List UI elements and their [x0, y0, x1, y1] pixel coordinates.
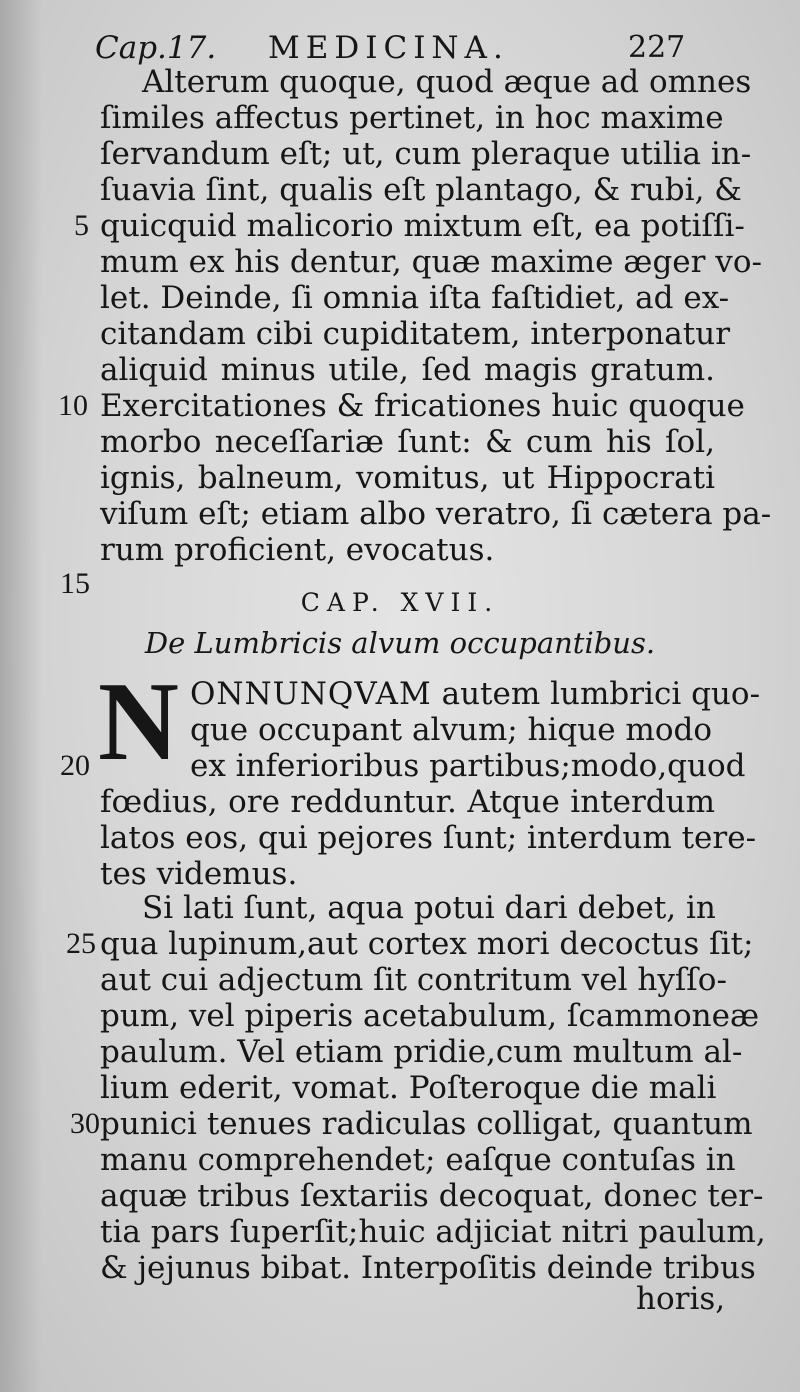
text-line — [190, 676, 761, 712]
line-number: 10 — [58, 389, 88, 422]
text-line: lium ederit, vomat. Poſteroque die mali — [100, 1070, 717, 1106]
running-head-title: MEDICINA. — [268, 30, 509, 66]
drop-cap: N — [98, 660, 179, 784]
text-line: ſimiles affectus pertinet, in hoc maxime — [100, 100, 724, 136]
text-line: punici tenues radiculas colligat, quantum — [100, 1106, 753, 1142]
text-line: rum proficient, evocatus. — [100, 532, 495, 568]
line-number: 25 — [66, 927, 96, 960]
text-line: ſuavia ſint, qualis eſt plantago, & rubi, & — [100, 172, 742, 208]
text-line: citandam cibi cupiditatem, interponatur — [100, 316, 731, 352]
text-line: latos eos, qui pejores ſunt; interdum tere- — [100, 820, 757, 856]
text-line: aliquid minus utile, ſed magis gratum. — [100, 352, 715, 388]
line-number: 5 — [74, 209, 89, 242]
text-line: ignis, balneum, vomitus, ut Hippocrati — [100, 460, 715, 496]
text-line: morbo neceſſariæ ſunt: & cum his ſol, — [100, 424, 715, 460]
text-line: Si lati ſunt, aqua potui dari debet, in — [142, 890, 716, 926]
page-number: 227 — [628, 30, 686, 65]
text-line: Alterum quoque, quod æque ad omnes — [142, 64, 752, 100]
catchword: horis, — [636, 1281, 726, 1317]
running-head-chapter: Cap.17. — [95, 30, 217, 66]
text-line: tes videmus. — [100, 856, 298, 892]
text-fragment: autem lumbrici quo- — [441, 676, 761, 712]
opening-word: ONNUNQVAM — [190, 676, 432, 712]
text-line: Exercitationes & fricationes huic quoque — [100, 388, 745, 424]
text-line: viſum eſt; etiam albo veratro, ſi cætera pa- — [100, 496, 772, 532]
text-line: manu comprehendet; eaſque contuſas in — [100, 1142, 736, 1178]
text-line: ex inferioribus partibus;modo,quod — [190, 748, 746, 784]
text-line: aut cui adjectum ſit contritum vel hyſſo- — [100, 962, 727, 998]
text-line: fœdius, ore redduntur. Atque interdum — [100, 784, 715, 820]
text-line: quicquid malicorio mixtum eſt, ea potiſſi- — [100, 208, 745, 244]
gutter-shadow — [0, 0, 42, 1392]
text-line: & jejunus bibat. Interpoſitis deinde tribus — [100, 1250, 756, 1286]
text-line: ſervandum eſt; ut, cum pleraque utilia in- — [100, 136, 752, 172]
chapter-heading: CAP. XVII. — [300, 588, 500, 617]
text-line: tia pars ſuperſit;huic adjiciat nitri paulum, — [100, 1214, 766, 1250]
text-line: mum ex his dentur, quæ maxime æger vo- — [100, 244, 762, 280]
line-number: 20 — [60, 749, 90, 782]
line-number: 30 — [70, 1107, 100, 1140]
text-line: let. Deinde, ſi omnia iſta faſtidiet, ad ex- — [100, 280, 730, 316]
line-number: 15 — [60, 567, 90, 600]
text-line: aquæ tribus ſextariis decoquat, donec ter- — [100, 1178, 764, 1214]
text-line: qua lupinum,aut cortex mori decoctus ſit; — [100, 926, 754, 962]
text-line: que occupant alvum; hique modo — [190, 712, 712, 748]
text-line: paulum. Vel etiam pridie,cum multum al- — [100, 1034, 743, 1070]
text-line: pum, vel piperis acetabulum, ſcammoneæ — [100, 998, 760, 1034]
chapter-subtitle: De Lumbricis alvum occupantibus. — [144, 626, 656, 660]
